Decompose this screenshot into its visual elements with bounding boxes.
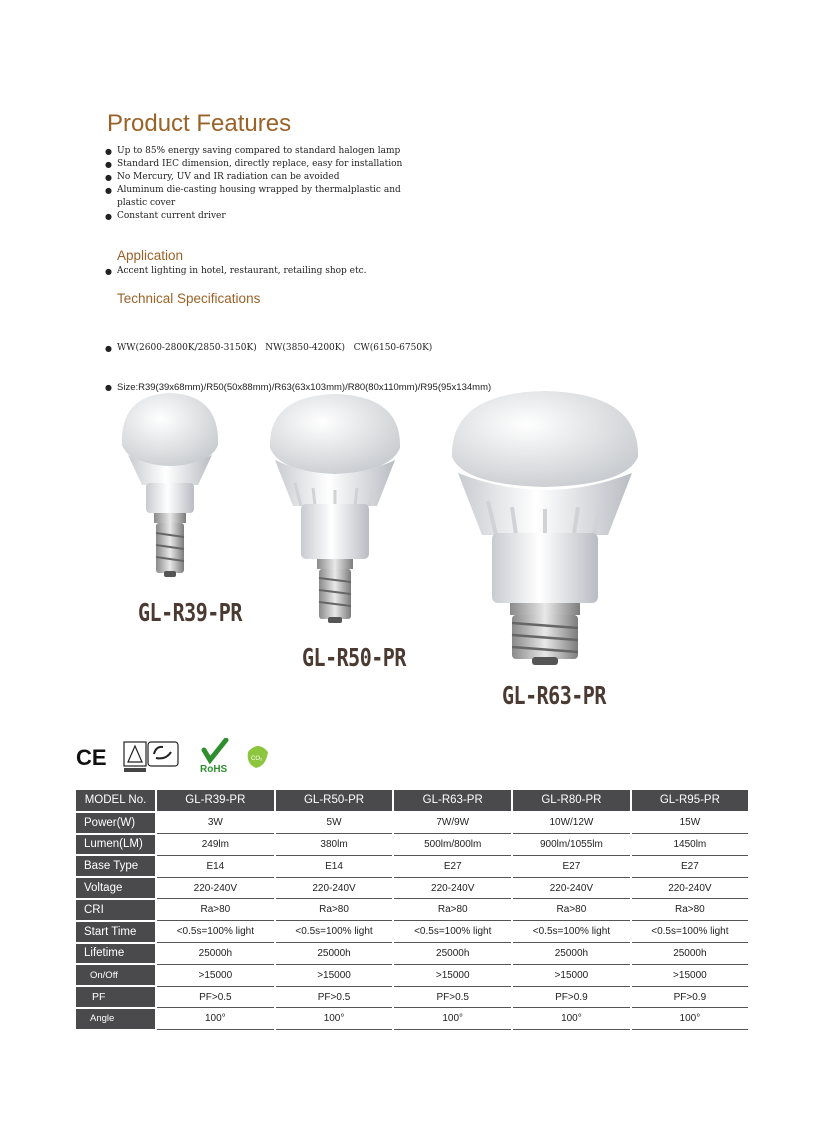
spec-cell: 100° [275,1008,394,1030]
spec-row-label: Start Time [76,921,156,943]
spec-cell: 25000h [275,943,394,965]
spec-cell: 220-240V [393,877,512,899]
spec-cell: 100° [393,1008,512,1030]
spec-cell: PF>0.5 [275,986,394,1008]
model-header: GL-R95-PR [631,790,748,812]
spec-row-label: PF [76,986,156,1008]
spec-cell: Ra>80 [631,899,748,921]
spec-cell: 220-240V [631,877,748,899]
application-heading: Application [117,248,184,263]
model-label-r50: GL-R50-PR [302,642,406,672]
model-header: GL-R80-PR [512,790,631,812]
feature-item: ● Up to 85% energy saving compared to standard halogen lamp [105,145,405,158]
spec-cell: 900lm/1055lm [512,834,631,856]
co2-leaf-icon [248,746,268,768]
spec-row-label: On/Off [76,964,156,986]
features-list [105,145,405,223]
bulb-r63-image [448,385,643,670]
spec-cell: 7W/9W [393,812,512,834]
model-label-r63: GL-R63-PR [502,680,606,710]
spec-row [76,899,748,921]
rohs-text: RoHS [200,764,228,775]
spec-cell: 5W [275,812,394,834]
spec-row-label: Power(W) [76,812,156,834]
spec-row-label: Lifetime [76,943,156,965]
spec-row-label: Angle [76,1008,156,1030]
spec-cell: 220-240V [512,877,631,899]
spec-row [76,855,748,877]
spec-cell: >15000 [156,964,275,986]
spec-table [76,790,748,1031]
spec-cell: >15000 [393,964,512,986]
spec-cell: 100° [512,1008,631,1030]
feature-item: ● Aluminum die-casting housing wrapped by thermalplastic and plastic cover [105,184,405,210]
certification-icons [76,738,276,778]
application-item: ● Accent lighting in hotel, restaurant, retailing shop etc. [105,265,505,278]
bulb-r39-image [110,385,230,590]
spec-cell: PF>0.9 [631,986,748,1008]
spec-cell: 15W [631,812,748,834]
product-features-heading: Product Features [107,110,292,137]
model-label-r39: GL-R39-PR [138,597,242,627]
spec-row-label: CRI [76,899,156,921]
spec-row [76,834,748,856]
spec-cell: 249lm [156,834,275,856]
spec-cell: 25000h [393,943,512,965]
spec-cell: 100° [156,1008,275,1030]
feature-item: ● Standard IEC dimension, directly replace, easy for installation [105,158,405,171]
feature-item: ● No Mercury, UV and IR radiation can be avoided [105,171,405,184]
spec-row-label: Voltage [76,877,156,899]
spec-cell: PF>0.9 [512,986,631,1008]
spec-cell: E27 [393,855,512,877]
spec-row-label: Base Type [76,855,156,877]
spec-cell: 500lm/800lm [393,834,512,856]
spec-cell: E14 [275,855,394,877]
spec-cell: Ra>80 [156,899,275,921]
model-header: GL-R63-PR [393,790,512,812]
spec-row [76,964,748,986]
spec-cell: E27 [512,855,631,877]
spec-cell: Ra>80 [275,899,394,921]
spec-cell: >15000 [631,964,748,986]
spec-cell: <0.5s=100% light [631,921,748,943]
feature-item: ● Constant current driver [105,210,405,223]
spec-cell: PF>0.5 [156,986,275,1008]
rohs-icon [200,740,228,775]
ce-mark-text: CE [76,745,107,770]
spec-cell: Ra>80 [512,899,631,921]
co2-text: CO₂ [251,756,263,762]
spec-cell: <0.5s=100% light [156,921,275,943]
model-no-header: MODEL No. [76,790,156,812]
spec-cell: E27 [631,855,748,877]
spec-cell: 220-240V [275,877,394,899]
spec-row [76,986,748,1008]
spec-cell: >15000 [275,964,394,986]
spec-row [76,943,748,965]
model-header: GL-R50-PR [275,790,394,812]
spec-row [76,921,748,943]
spec-cell: 3W [156,812,275,834]
spec-cell: <0.5s=100% light [275,921,394,943]
spec-cell: 25000h [156,943,275,965]
tech-item-color-temp: ● WW(2600-2800K/2850-3150K) NW(3850-4200K) CW(6150-6750K) [105,342,625,355]
spec-row-label: Lumen(LM) [76,834,156,856]
spec-table-body [76,812,748,1030]
spec-header-row [76,790,748,812]
spec-cell: 1450lm [631,834,748,856]
ce-mark-icon [76,745,107,770]
bulb-r50-image [265,388,405,633]
spec-cell: 380lm [275,834,394,856]
spec-cell: 100° [631,1008,748,1030]
model-header: GL-R39-PR [156,790,275,812]
technical-specs-heading: Technical Specifications [117,291,261,306]
spec-cell: 25000h [631,943,748,965]
spec-cell: PF>0.5 [393,986,512,1008]
spec-row [76,1008,748,1030]
tech-item-size: ● Size:R39(39x68mm)/R50(50x88mm)/R63(63x103mm)/R80(80x110mm)/R95(95x134mm) [105,381,625,394]
spec-row [76,812,748,834]
application-list [105,265,505,278]
gs-mark-icon [124,742,178,772]
spec-cell: <0.5s=100% light [393,921,512,943]
spec-cell: 10W/12W [512,812,631,834]
spec-cell: E14 [156,855,275,877]
spec-row [76,877,748,899]
spec-cell: <0.5s=100% light [512,921,631,943]
spec-cell: 220-240V [156,877,275,899]
spec-cell: 25000h [512,943,631,965]
spec-cell: >15000 [512,964,631,986]
spec-cell: Ra>80 [393,899,512,921]
